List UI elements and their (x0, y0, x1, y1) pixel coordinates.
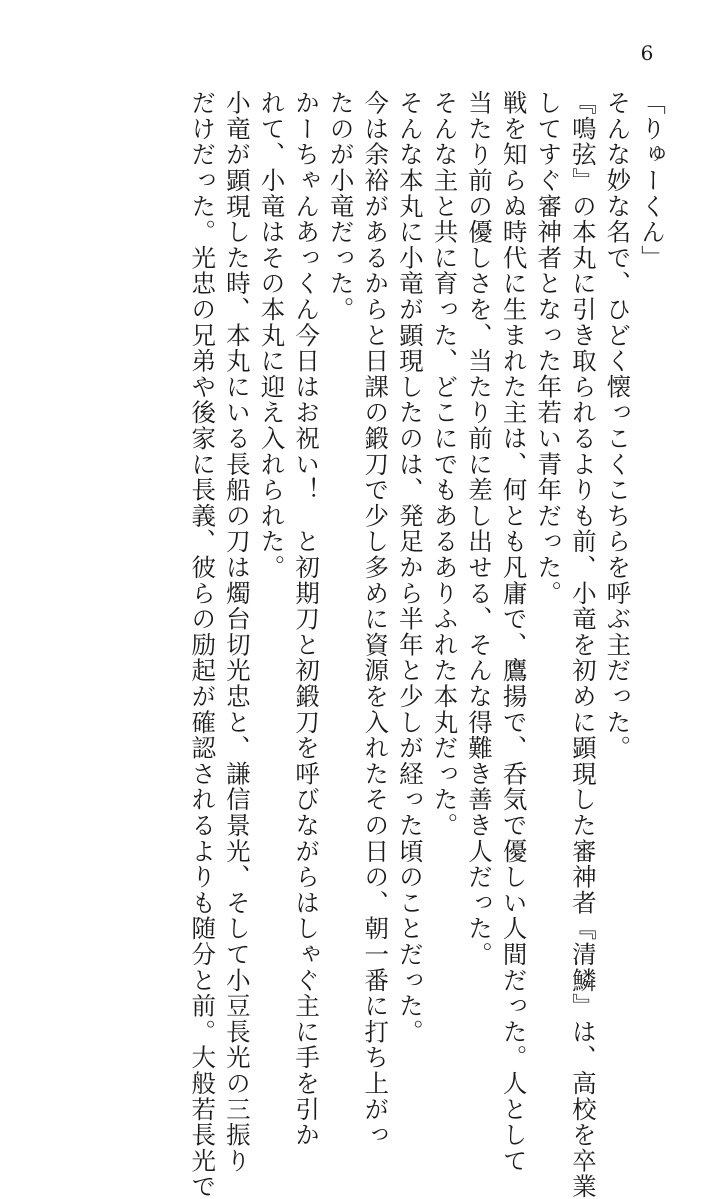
text-line: かーちゃんあっくん今日はお祝い！ と初期刀と初鍛刀を呼びながらはしゃぐ主に手を引か (292, 90, 322, 1148)
text-line: そんな妙な名で、ひどく懐っこくこちらを呼ぶ主だった。 (603, 90, 633, 761)
text-line: 戦を知らぬ時代に生まれた主は、何とも凡庸で、鷹揚で、呑気で優しい人間だった。人として (499, 90, 529, 1174)
body-text (69, 90, 669, 1199)
page-number: 6 (640, 41, 654, 65)
text-line: 今は余裕があるからと日課の鍛刀で少し多めに資源を入れたその日の、朝一番に打ち上がっ (361, 90, 391, 1148)
text-line: 『鳴弦』の本丸に引き取られるよりも前、小竜を初めに顕現した審神者『清鱗』は、高校を卒業 (568, 90, 598, 1199)
text-line: 小竜が顕現した時、本丸にいる長船の刀は燭台切光忠と、謙信景光、そして小豆長光の三振り (222, 90, 252, 1174)
text-line: だけだった。光忠の兄弟や後家に長義、彼らの励起が確認されるよりも随分と前。大般若長光で (188, 90, 218, 1199)
text-line: そんな主と共に育った、どこにでもあるありふれた本丸だった。 (430, 90, 460, 839)
heading-line: 「りゅーくん」 (638, 90, 667, 271)
text-line: してすぐ審神者となった年若い青年だった。 (534, 90, 564, 606)
text-line: れて、小竜はその本丸に迎え入れられた。 (257, 90, 287, 581)
text-line: そんな本丸に小竜が顕現したのは、発足から半年と少しが経った頃のことだった。 (395, 90, 425, 1045)
text-line: たのが小竜だった。 (326, 90, 356, 323)
text-line: 当たり前の優しさを、当たり前に差し出せる、そんな得難き善き人だった。 (465, 90, 495, 968)
